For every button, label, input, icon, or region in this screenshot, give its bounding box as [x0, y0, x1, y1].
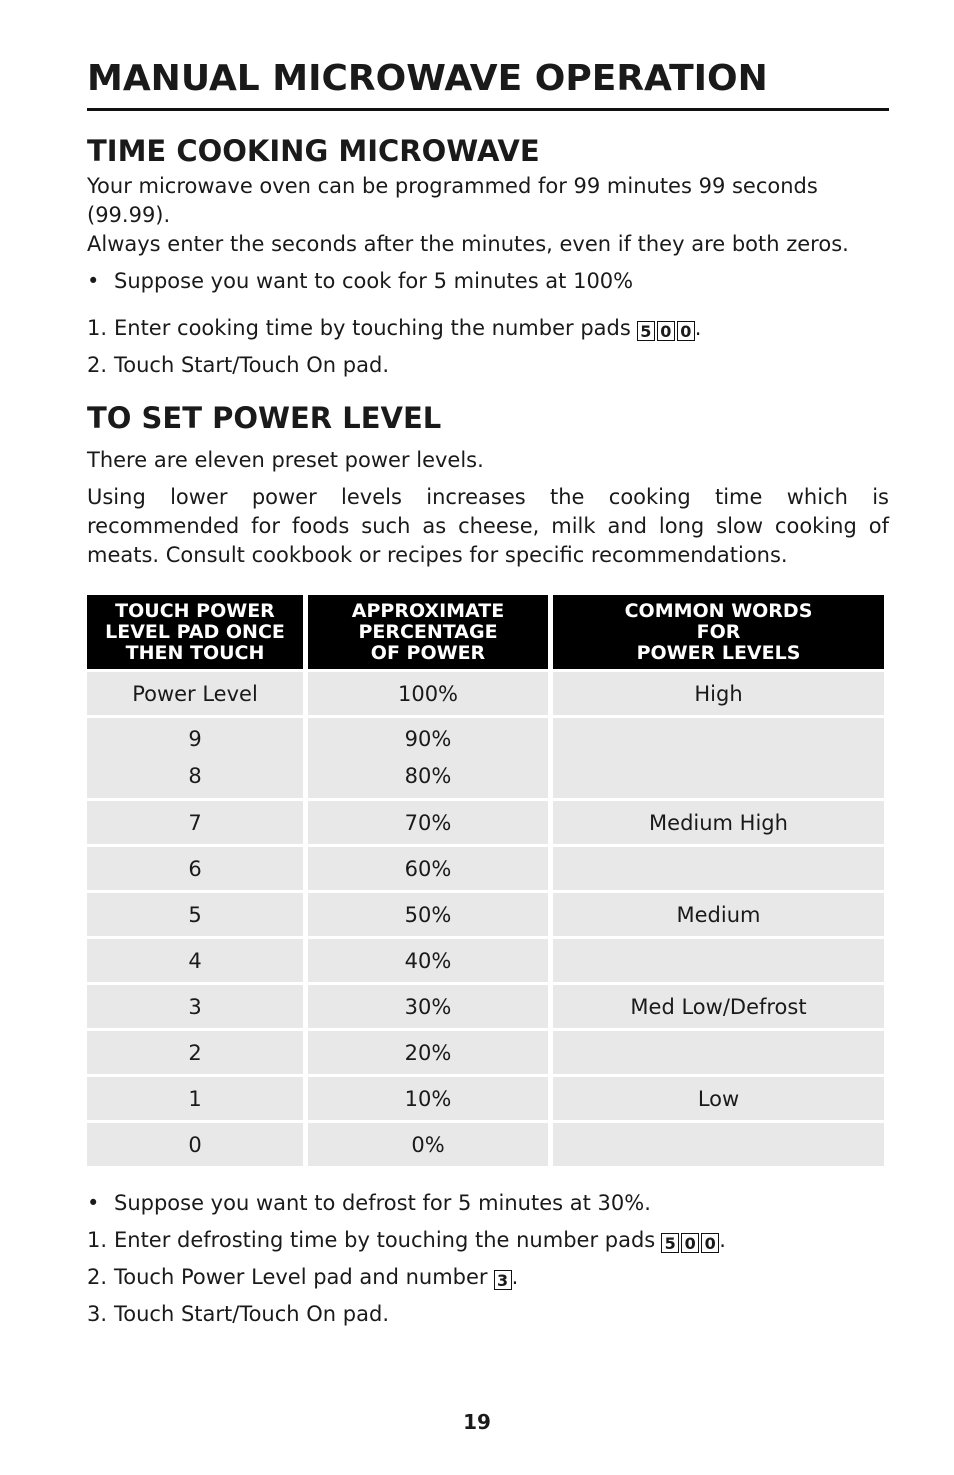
cook-step-2 — [87, 351, 889, 380]
step-text: Enter cooking time by touching the number pads 5 0 0 . — [114, 316, 702, 341]
cell-level: Power Level — [87, 672, 303, 715]
cell-level: 7 — [87, 801, 303, 844]
header-line: OF POWER — [370, 642, 486, 664]
page-title: MANUAL MICROWAVE OPERATION — [87, 56, 889, 111]
defrost-step-2 — [87, 1263, 889, 1292]
power-para-2: Using lower power levels increases the cooking time which is recommended for foods such as cheese, milk and long slow cooking of meats. Consult cookbook or recipes for specific recommendations. — [87, 485, 889, 567]
number-pad-keys — [661, 1233, 719, 1253]
header-line: POWER LEVELS — [636, 642, 801, 664]
bullet-dot: • — [87, 269, 100, 293]
step-number: 3. — [87, 1302, 108, 1326]
cell-word — [553, 847, 884, 890]
header-line: APPROXIMATE — [351, 600, 505, 622]
table-header-row — [87, 595, 884, 669]
bullet-dot: • — [87, 1191, 100, 1215]
number-pad-keys — [637, 321, 695, 341]
table-row — [87, 1031, 884, 1074]
cell-percent: 60% — [308, 847, 548, 890]
defrost-step-1-text: Enter defrosting time by touching the number pads — [114, 1228, 656, 1252]
header-line: LEVEL PAD ONCE — [105, 621, 285, 643]
header-percentage — [308, 595, 548, 669]
key-box: 3 — [494, 1270, 512, 1290]
cell-level: 1 — [87, 1077, 303, 1120]
power-para-1: There are eleven preset power levels. — [87, 448, 484, 472]
defrost-bullet-text: Suppose you want to defrost for 5 minutes at 30%. — [114, 1191, 651, 1215]
cell-percent: 70% — [308, 801, 548, 844]
cell-percent: 50% — [308, 893, 548, 936]
step-1-text: Enter cooking time by touching the number pads — [114, 316, 631, 340]
cell-word — [553, 1031, 884, 1074]
section-heading-time-cooking: TIME COOKING MICROWAVE — [87, 134, 540, 168]
header-line: THEN TOUCH — [125, 642, 265, 664]
cell-word: Medium High — [553, 801, 884, 844]
key-box: 0 — [681, 1233, 699, 1253]
cell-level: 4 — [87, 939, 303, 982]
header-common-words — [553, 595, 884, 669]
cell-percent: 10% — [308, 1077, 548, 1120]
key-box: 5 — [637, 321, 655, 341]
section-heading-power-level: TO SET POWER LEVEL — [87, 401, 442, 435]
defrost-step-3 — [87, 1300, 889, 1329]
cell-line: 8 — [188, 764, 202, 788]
cell-percent: 20% — [308, 1031, 548, 1074]
cell-level: 0 — [87, 1123, 303, 1166]
cell-word — [553, 1123, 884, 1166]
header-touch-pad — [87, 595, 303, 669]
cell-word: Low — [553, 1077, 884, 1120]
table-row — [87, 1077, 884, 1120]
key-box: 5 — [661, 1233, 679, 1253]
step-number: 2. — [87, 353, 108, 377]
step-number: 1. — [87, 316, 108, 340]
header-line: TOUCH POWER — [115, 600, 275, 622]
cell-percent: 0% — [308, 1123, 548, 1166]
number-pad-keys — [494, 1270, 512, 1290]
step-number: 1. — [87, 1228, 108, 1252]
cell-word: Medium — [553, 893, 884, 936]
key-box: 0 — [701, 1233, 719, 1253]
table-row — [87, 893, 884, 936]
cell-level — [87, 718, 303, 798]
cell-percent — [308, 718, 548, 798]
cell-line: 9 — [188, 727, 202, 751]
header-line: COMMON WORDS — [624, 600, 813, 622]
power-level-table — [82, 592, 889, 1169]
defrost-step-1 — [87, 1226, 889, 1255]
step-text: Enter defrosting time by touching the number pads 5 0 0 . — [114, 1228, 726, 1253]
cell-percent: 40% — [308, 939, 548, 982]
intro-line-1: Your microwave oven can be programmed for 99 minutes 99 seconds (99.99). — [87, 174, 818, 227]
cell-level: 2 — [87, 1031, 303, 1074]
cook-step-1 — [87, 314, 889, 343]
table-row — [87, 985, 884, 1028]
page-number: 19 — [463, 1410, 491, 1434]
key-box: 0 — [657, 321, 675, 341]
table-row — [87, 718, 884, 798]
table-row — [87, 801, 884, 844]
defrost-step-3-text: Touch Start/Touch On pad. — [114, 1302, 389, 1326]
cell-word: High — [553, 672, 884, 715]
cook-bullet — [87, 267, 889, 296]
step-number: 2. — [87, 1265, 108, 1289]
cell-line: 90% — [404, 727, 452, 751]
cell-word — [553, 718, 884, 798]
key-box: 0 — [677, 321, 695, 341]
cell-level: 6 — [87, 847, 303, 890]
cell-percent: 100% — [308, 672, 548, 715]
step-2-text: Touch Start/Touch On pad. — [114, 353, 389, 377]
table-row — [87, 672, 884, 715]
cell-word: Med Low/Defrost — [553, 985, 884, 1028]
table-row — [87, 939, 884, 982]
header-line: FOR — [696, 621, 741, 643]
defrost-step-2-text: Touch Power Level pad and number — [114, 1265, 488, 1289]
table-row — [87, 847, 884, 890]
cell-percent: 30% — [308, 985, 548, 1028]
cell-level: 3 — [87, 985, 303, 1028]
step-text: Touch Power Level pad and number 3 . — [114, 1265, 519, 1290]
cell-word — [553, 939, 884, 982]
manual-page — [87, 56, 889, 1329]
defrost-bullet — [87, 1189, 889, 1218]
cell-line: 80% — [404, 764, 452, 788]
table-row — [87, 1123, 884, 1166]
cell-level: 5 — [87, 893, 303, 936]
cook-bullet-text: Suppose you want to cook for 5 minutes at 100% — [114, 269, 634, 293]
intro-line-2: Always enter the seconds after the minutes, even if they are both zeros. — [87, 232, 849, 256]
header-line: PERCENTAGE — [358, 621, 498, 643]
